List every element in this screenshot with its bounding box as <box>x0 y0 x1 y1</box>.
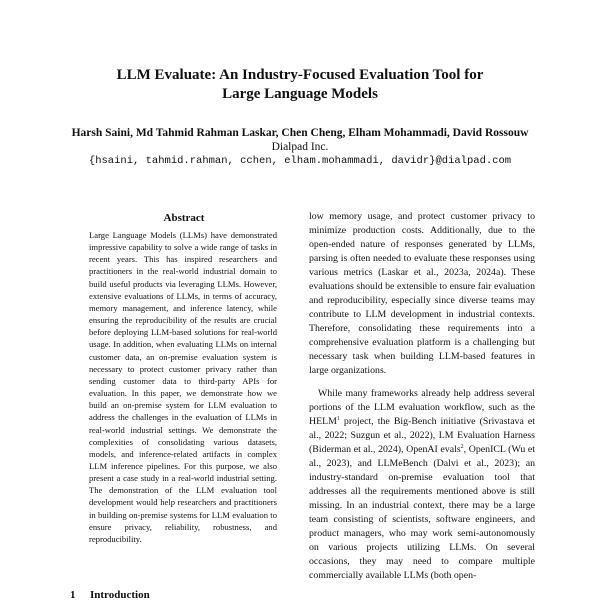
author-list: Harsh Saini, Md Tahmid Rahman Laskar, Chen Cheng, Elham Mohammadi, David Rossouw <box>71 127 529 139</box>
section-heading-introduction <box>70 589 150 602</box>
footnote-marker-2: 2 <box>460 444 464 451</box>
author-emails: {hsaini, tahmid.rahman, cchen, elham.mohammadi, davidr}@dialpad.com <box>88 155 512 167</box>
affiliation: Dialpad Inc. <box>271 141 329 153</box>
paragraph-2-part-a: While many frameworks already help address several portions of the LLM evaluation workflow, such as the HELM <box>309 388 535 428</box>
footnote-marker-1: 1 <box>336 416 340 423</box>
right-column <box>309 210 535 583</box>
paper-title-line-1: LLM Evaluate: An Industry-Focused Evaluation Tool for <box>116 67 484 83</box>
paper-title-line-2: Large Language Models <box>222 86 378 102</box>
right-paragraph-1: low memory usage, and protect customer privacy to minimize production costs. Additionally, due to the open-ended nature of responses generated by LLMs, parsing is often needed to evaluate these responses using various metrics (Laskar et al., 2023a, 2024a). These evaluations should be extensible to ensure fair evaluation and reproducibility, especially since diverse teams may contribute to LLM development in industrial contexts. Therefore, consolidating these requirements into a comprehensive evaluation platform is a challenging but necessary task when building LLM-based features in large organizations. <box>309 211 535 377</box>
paper-title <box>60 66 540 104</box>
right-paragraph-2 <box>309 387 535 583</box>
section-number: 1 <box>70 589 76 601</box>
paragraph-2-part-c: , OpenICL (Wu et al., 2023), and LLMeBench (Dalvi et al., 2023); an industry-standard on-premise evaluation tool that addresses all the requirements mentioned above is still missing. In an industrial context, there may be a large team consisting of scientists, software engineers, and product managers, who may work semi-autonomously on various projects utilizing LLMs. On several occasions, they may need to compare multiple commercially available LLMs (both open- <box>309 444 535 582</box>
section-title: Introduction <box>90 589 150 601</box>
abstract-text: Large Language Models (LLMs) have demonstrated impressive capability to solve a wide range of tasks in recent years. This has inspired researchers and practitioners in the real-world industrial domain to build useful products via leveraging LLMs. However, extensive evaluations of LLMs, in terms of accuracy, memory management, and inference latency, while ensuring the reproducibility of the results are crucial before deploying LLM-based solutions for real-world usage. In addition, when evaluating LLMs on internal customer data, an on-premise evaluation system is necessary to protect customer privacy rather than sending customer data to third-party APIs for evaluation. In this paper, we demonstrate how we build an on-premise system for LLM evaluation to address the challenges in the evaluation of LLMs in real-world industrial settings. We demonstrate the complexities of consolidating various datasets, models, and inference-related artifacts in complex LLM inference pipelines. For this purpose, we also present a case study in a real-world industrial setting. The demonstration of the LLM evaluation tool development would help researchers and practitioners in building on-premise systems for LLM evaluation to ensure privacy, reliability, robustness, and reproducibility. <box>89 230 277 544</box>
abstract-heading: Abstract <box>163 212 205 224</box>
paragraph-2-part-b: project, the Big-Bench initiative (Srivastava et al., 2022; Suzgun et al., 2022), LM Evaluation Harness (Biderman et al., 2024), OpenAI evals <box>309 416 535 456</box>
